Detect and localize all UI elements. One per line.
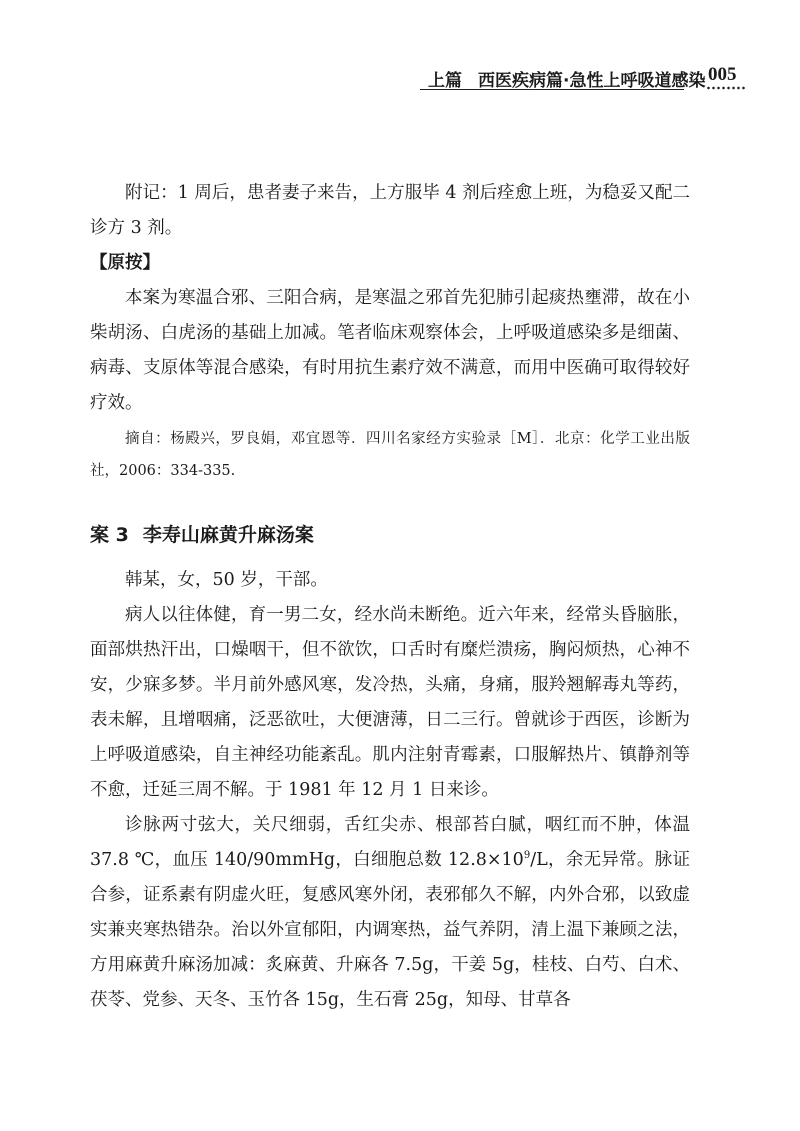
case-label: 案 3 [90,524,129,546]
source-citation: 摘自：杨殿兴，罗良娟，邓宜恩等．四川名家经方实验录［M］．北京：化学工业出版社，2006：334-335. [90,431,690,479]
header-title [428,66,705,91]
header-rule [420,89,684,90]
header-chapter: 西医疾病篇·急性上呼吸道感染 [478,71,706,91]
commentary-paragraph: 本案为寒温合邪、三阳合病，是寒温之邪首先犯肺引起痰热壅滞，故在小柴胡汤、白虎汤的基础上加减。笔者临床观察体会，上呼吸道感染多是细菌、病毒、支原体等混合感染，有时用抗生素疗效不满意，而用中医确可取得较好疗效。 [90,288,690,413]
page-number: 005 [708,64,737,85]
exponent: 9 [523,850,531,862]
case-name: 李寿山麻黄升麻汤案 [142,524,314,546]
commentary-heading: 【原按】 [90,253,160,273]
exam-text-post: /L，余无异常。脉证合参，证系素有阴虚火旺，复感风寒外闭，表邪郁久不解，内外合邪，以致虚实兼夹寒热错杂。治以外宣郁阳，内调寒热，益气养阴，清上温下兼顾之法，方用麻黄升麻汤加减：炙麻黄、升麻各 7.5g，干姜 5g，桂枝、白芍、白术、茯苓、党参、天冬、玉竹各 15g，生石膏 25g，知母、甘草各 [90,850,690,1010]
exam-text-pre: 诊脉两寸弦大，关尺细弱，舌红尖赤、根部苔白腻，咽红而不肿，体温 37.8 ℃，血压 140/90mmHg，白细胞总数 12.8×10 [90,815,690,870]
patient-info: 韩某，女，50 岁，干部。 [125,570,328,590]
appendix-paragraph: 附记：1 周后，患者妻子来告，上方服毕 4 剂后痊愈上班，为稳妥又配二诊方 3 剂。 [90,183,690,238]
case-title [90,518,690,553]
page-number-dots [706,86,746,90]
exam-paragraph [90,808,690,1018]
header-section: 上篇 [428,71,462,91]
page-body [90,176,690,1018]
history-paragraph: 病人以往体健，育一男二女，经水尚未断绝。近六年来，经常头昏脑胀，面部烘热汗出，口燥咽干，但不欲饮，口舌时有糜烂溃疡，胸闷烦热，心神不安，少寐多梦。半月前外感风寒，发冷热，头痛，身痛，服羚翘解毒丸等药，表未解，且增咽痛，泛恶欲吐，大便溏薄，日二三行。曾就诊于西医，诊断为上呼吸道感染，自主神经功能紊乱。肌内注射青霉素，口服解热片、镇静剂等不愈，迁延三周不解。于 1981 年 12 月 1 日来诊。 [90,605,690,800]
